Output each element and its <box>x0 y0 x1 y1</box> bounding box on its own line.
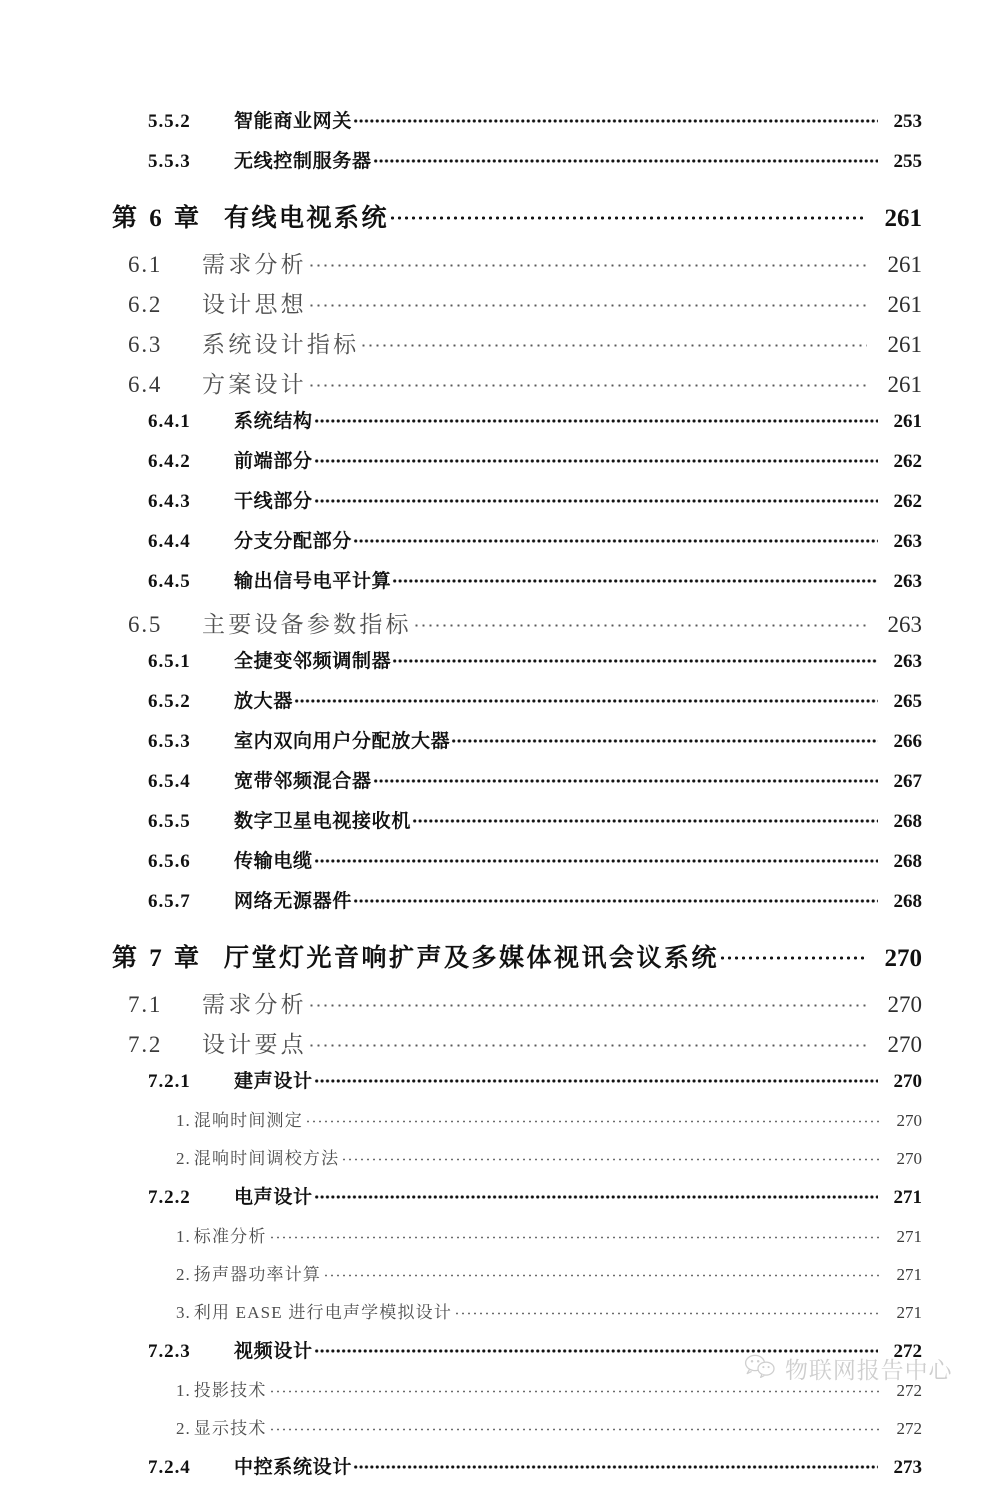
toc-entry-number: 6.4.1 <box>148 411 191 432</box>
toc-entry-title: 中控系统设计 <box>234 1457 352 1478</box>
toc-entry-title: 混响时间测定 <box>193 1111 303 1130</box>
toc-entry-row[interactable] <box>0 986 1000 1026</box>
toc-dot-leader <box>308 249 867 272</box>
toc-dot-leader <box>314 1068 878 1087</box>
toc-dot-leader <box>353 108 878 127</box>
toc-dot-leader <box>373 148 878 167</box>
toc-page-number: 261 <box>887 252 922 277</box>
toc-dot-leader <box>413 609 867 632</box>
toc-entry-title: 有线电视系统 <box>224 205 390 232</box>
toc-page-number: 270 <box>887 992 922 1017</box>
toc-page-number: 262 <box>893 451 922 472</box>
toc-page-number: 261 <box>887 372 922 397</box>
toc-entry-title: 利用 EASE 进行电声学模拟设计 <box>193 1303 453 1322</box>
toc-entry-number: 1. <box>176 1381 191 1400</box>
toc-entry-number: 第 7 章 <box>112 945 203 972</box>
toc-entry-title: 电声设计 <box>234 1187 313 1208</box>
toc-page-number: 253 <box>893 111 922 132</box>
toc-entry-title: 主要设备参数指标 <box>202 612 412 637</box>
toc-entry-title: 网络无源器件 <box>234 891 352 912</box>
toc-page-number: 273 <box>893 1457 922 1478</box>
toc-dot-leader <box>373 768 878 787</box>
toc-entry-row[interactable] <box>0 526 1000 566</box>
toc-page-number: 267 <box>893 771 922 792</box>
toc-entry-row[interactable] <box>0 726 1000 766</box>
toc-entry-row[interactable] <box>0 1144 1000 1182</box>
toc-entry-row[interactable] <box>0 846 1000 886</box>
toc-entry-title: 前端部分 <box>234 451 313 472</box>
toc-chapter-row[interactable] <box>0 938 1000 984</box>
toc-entry-title: 扬声器功率计算 <box>193 1265 322 1284</box>
toc-entry-title: 标准分析 <box>193 1227 267 1246</box>
toc-dot-leader <box>341 1147 880 1164</box>
toc-entry-row[interactable] <box>0 886 1000 926</box>
toc-entry-number: 6.4.4 <box>148 531 191 552</box>
toc-entry-number: 6.5.6 <box>148 851 191 872</box>
toc-dot-leader <box>308 989 867 1012</box>
toc-entry-title: 系统结构 <box>234 411 313 432</box>
toc-page-number: 270 <box>884 945 922 972</box>
toc-entry-row[interactable] <box>0 106 1000 146</box>
toc-entry-row[interactable] <box>0 1182 1000 1222</box>
toc-dot-leader <box>269 1225 880 1242</box>
toc-dot-leader <box>353 888 878 907</box>
toc-entry-title: 需求分析 <box>202 252 307 277</box>
toc-entry-title: 无线控制服务器 <box>234 151 372 172</box>
toc-dot-leader <box>308 1029 867 1052</box>
toc-entry-row[interactable] <box>0 566 1000 606</box>
toc-entry-number: 6.5.1 <box>148 651 191 672</box>
toc-entry-number: 7.2 <box>128 1032 163 1057</box>
toc-page-number: 265 <box>893 691 922 712</box>
toc-dot-leader <box>451 728 878 747</box>
toc-page-number: 270 <box>887 1032 922 1057</box>
toc-entry-row[interactable] <box>0 646 1000 686</box>
toc-page-number: 270 <box>893 1071 922 1092</box>
toc-entry-title: 输出信号电平计算 <box>234 571 392 592</box>
toc-entry-row[interactable] <box>0 1026 1000 1066</box>
toc-entry-row[interactable] <box>0 146 1000 186</box>
toc-dot-leader <box>314 408 878 427</box>
toc-entry-number: 6.5.3 <box>148 731 191 752</box>
toc-page-number: 261 <box>884 205 922 232</box>
toc-chapter-row[interactable] <box>0 198 1000 244</box>
toc-dot-leader <box>305 1109 880 1126</box>
toc-entry-row[interactable] <box>0 286 1000 326</box>
toc-page-number: 261 <box>887 332 922 357</box>
toc-entry-number: 第 6 章 <box>112 205 203 232</box>
toc-entry-number: 5.5.3 <box>148 151 191 172</box>
toc-dot-leader <box>314 488 878 507</box>
toc-entry-number: 1. <box>176 1227 191 1246</box>
toc-entry-number: 6.4 <box>128 372 163 397</box>
toc-page-number: 271 <box>896 1227 922 1246</box>
toc-entry-number: 7.2.4 <box>148 1457 191 1478</box>
toc-entry-number: 5.5.2 <box>148 111 191 132</box>
toc-entry-row[interactable] <box>0 606 1000 646</box>
toc-entry-row[interactable] <box>0 1222 1000 1260</box>
watermark-label: 物联网报告中心 <box>785 1357 953 1383</box>
toc-dot-leader <box>392 648 878 667</box>
toc-entry-title: 投影技术 <box>193 1381 267 1400</box>
toc-page-number: 271 <box>893 1187 922 1208</box>
toc-entry-number: 6.5.5 <box>148 811 191 832</box>
toc-entry-title: 设计思想 <box>202 292 307 317</box>
toc-page-number: 270 <box>896 1111 922 1130</box>
watermark <box>744 1352 952 1385</box>
toc-entry-number: 6.4.5 <box>148 571 191 592</box>
toc-entry-title: 混响时间调校方法 <box>193 1149 340 1168</box>
toc-entry-number: 6.5 <box>128 612 163 637</box>
toc-dot-leader <box>392 568 878 587</box>
toc-entry-number: 2. <box>176 1265 191 1284</box>
toc-entry-number: 2. <box>176 1149 191 1168</box>
toc-page-number: 268 <box>893 811 922 832</box>
toc-page-number: 261 <box>893 411 922 432</box>
wechat-icon <box>744 1353 776 1384</box>
toc-entry-row[interactable] <box>0 1452 1000 1492</box>
toc-entry-number: 6.5.7 <box>148 891 191 912</box>
toc-page-number: 271 <box>896 1303 922 1322</box>
toc-page-number: 270 <box>896 1149 922 1168</box>
toc-page-number: 272 <box>896 1419 922 1438</box>
toc-page-number: 262 <box>893 491 922 512</box>
toc-entry-number: 6.4.2 <box>148 451 191 472</box>
toc-entry-title: 分支分配部分 <box>234 531 352 552</box>
toc-entry-number: 7.2.3 <box>148 1341 191 1362</box>
toc-entry-row[interactable] <box>0 1298 1000 1336</box>
toc-entry-number: 7.1 <box>128 992 163 1017</box>
toc-entry-title: 宽带邻频混合器 <box>234 771 372 792</box>
toc-dot-leader <box>389 201 864 226</box>
toc-entry-title: 智能商业网关 <box>234 111 352 132</box>
toc-page-number: 263 <box>893 571 922 592</box>
toc-entry-row[interactable] <box>0 246 1000 286</box>
toc-entry-number: 6.5.2 <box>148 691 191 712</box>
toc-dot-leader <box>719 941 864 966</box>
toc-page-number: 266 <box>893 731 922 752</box>
toc-dot-leader <box>294 688 878 707</box>
toc-entry-row[interactable] <box>0 1414 1000 1452</box>
toc-entry-title: 厅堂灯光音响扩声及多媒体视讯会议系统 <box>224 945 720 972</box>
toc-entry-number: 7.2.1 <box>148 1071 191 1092</box>
table-of-contents-list <box>0 106 1000 1492</box>
toc-dot-leader <box>454 1301 880 1318</box>
toc-entry-title: 室内双向用户分配放大器 <box>234 731 451 752</box>
chapter-spacer <box>0 926 1000 938</box>
toc-entry-row[interactable] <box>0 766 1000 806</box>
toc-entry-title: 设计要点 <box>202 1032 307 1057</box>
toc-entry-row[interactable] <box>0 686 1000 726</box>
toc-entry-title: 系统设计指标 <box>202 332 360 357</box>
toc-entry-title: 需求分析 <box>202 992 307 1017</box>
toc-page-number: 268 <box>893 891 922 912</box>
toc-entry-title: 视频设计 <box>234 1341 313 1362</box>
toc-dot-leader <box>353 1454 878 1473</box>
toc-dot-leader <box>314 848 878 867</box>
toc-entry-row[interactable] <box>0 1106 1000 1144</box>
toc-page-number: 272 <box>896 1381 922 1400</box>
toc-page-number: 263 <box>887 612 922 637</box>
toc-entry-row[interactable] <box>0 366 1000 406</box>
chapter-spacer <box>0 186 1000 198</box>
toc-entry-number: 6.1 <box>128 252 163 277</box>
toc-entry-title: 全捷变邻频调制器 <box>234 651 392 672</box>
toc-page-number: 272 <box>893 1341 922 1362</box>
toc-page-number: 255 <box>893 151 922 172</box>
toc-entry-row[interactable] <box>0 326 1000 366</box>
toc-entry-number: 6.5.4 <box>148 771 191 792</box>
toc-entry-row[interactable] <box>0 446 1000 486</box>
toc-page-number: 268 <box>893 851 922 872</box>
toc-entry-row[interactable] <box>0 406 1000 446</box>
toc-entry-title: 传输电缆 <box>234 851 313 872</box>
toc-entry-title: 方案设计 <box>202 372 307 397</box>
toc-entry-title: 显示技术 <box>193 1419 267 1438</box>
toc-entry-row[interactable] <box>0 806 1000 846</box>
toc-dot-leader <box>314 448 878 467</box>
toc-entry-row[interactable] <box>0 1066 1000 1106</box>
toc-entry-number: 1. <box>176 1111 191 1130</box>
toc-dot-leader <box>314 1184 878 1203</box>
toc-entry-title: 干线部分 <box>234 491 313 512</box>
toc-dot-leader <box>323 1263 880 1280</box>
toc-dot-leader <box>360 329 867 352</box>
toc-page-number: 263 <box>893 531 922 552</box>
toc-entry-title: 放大器 <box>234 691 293 712</box>
toc-entry-title: 数字卫星电视接收机 <box>234 811 411 832</box>
toc-entry-row[interactable] <box>0 486 1000 526</box>
toc-entry-number: 3. <box>176 1303 191 1322</box>
toc-entry-number: 6.2 <box>128 292 163 317</box>
toc-page-number: 263 <box>893 651 922 672</box>
toc-dot-leader <box>412 808 878 827</box>
toc-page-number: 271 <box>896 1265 922 1284</box>
toc-entry-number: 6.4.3 <box>148 491 191 512</box>
toc-entry-number: 6.3 <box>128 332 163 357</box>
toc-page-number: 261 <box>887 292 922 317</box>
toc-dot-leader <box>308 369 867 392</box>
toc-dot-leader <box>269 1417 880 1434</box>
toc-dot-leader <box>353 528 878 547</box>
toc-entry-row[interactable] <box>0 1260 1000 1298</box>
toc-entry-number: 2. <box>176 1419 191 1438</box>
toc-dot-leader <box>308 289 867 312</box>
toc-entry-title: 建声设计 <box>234 1071 313 1092</box>
toc-entry-number: 7.2.2 <box>148 1187 191 1208</box>
